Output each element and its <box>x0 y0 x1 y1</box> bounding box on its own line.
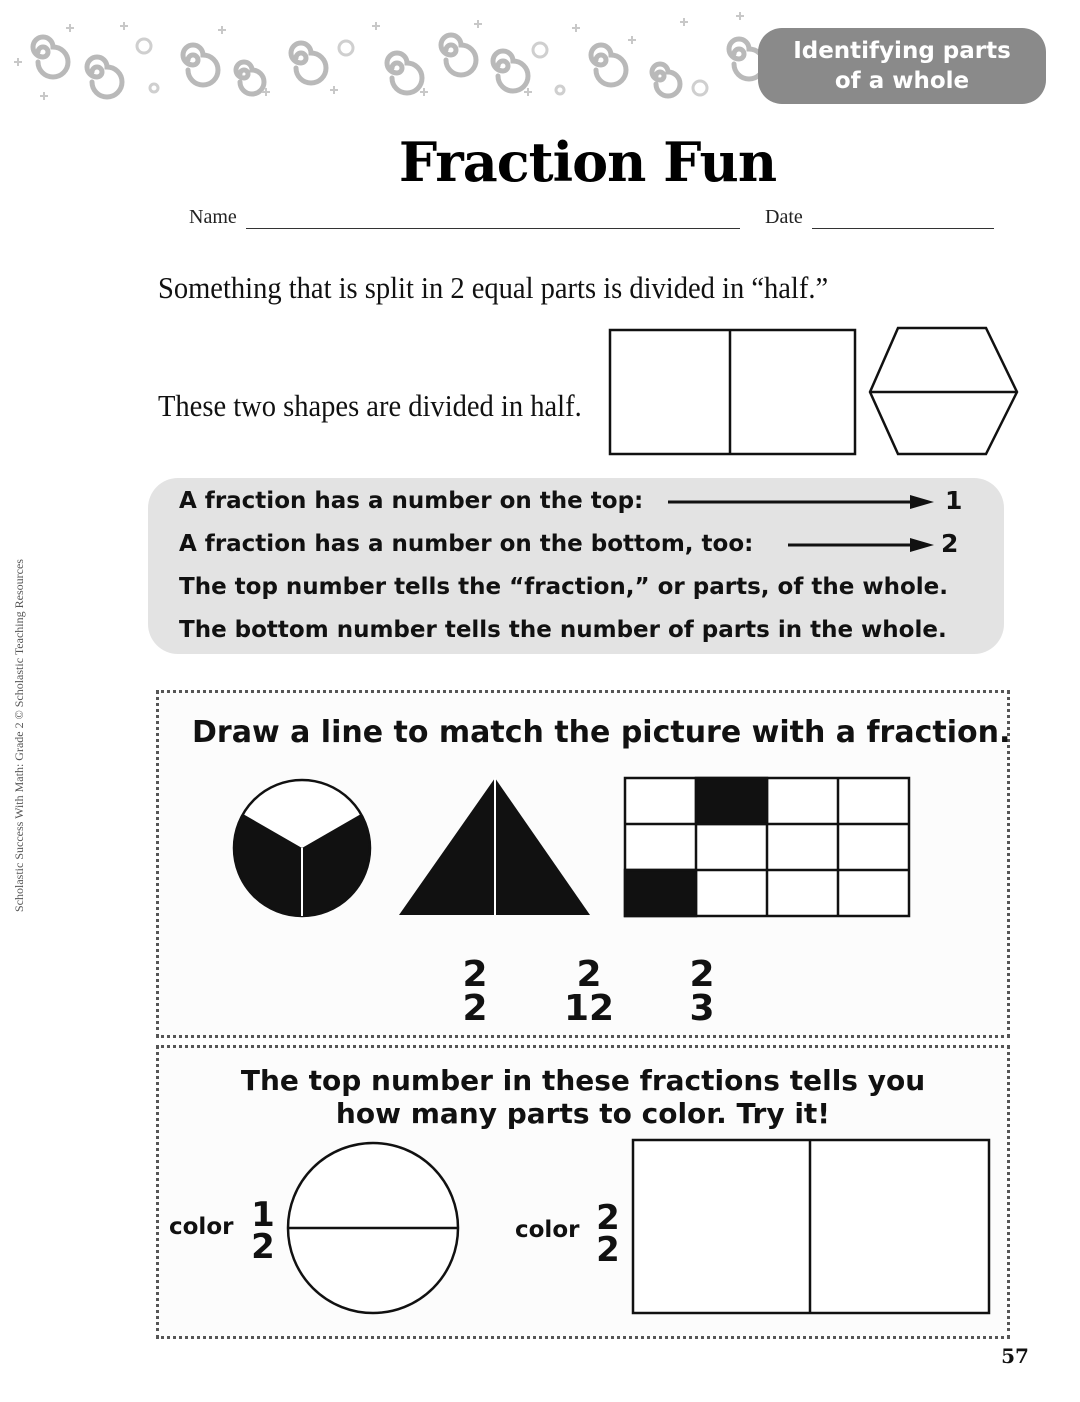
info-line-explain-bottom: The bottom number tells the number of parts in the whole. <box>179 617 947 643</box>
swirl-icon <box>493 51 528 91</box>
swirl-icon <box>236 62 264 94</box>
topic-tab <box>758 28 1046 104</box>
halved-hexagon <box>870 328 1017 454</box>
circle-thirds-picture <box>234 780 370 916</box>
info-line-top: A fraction has a number on the top: <box>179 488 644 514</box>
denominator: 2 <box>462 988 488 1029</box>
match-pictures <box>219 771 919 921</box>
page-number: 57 <box>1001 1344 1029 1368</box>
info-bottom-number: 2 <box>941 529 959 558</box>
swirl-icon <box>183 45 218 85</box>
date-field[interactable] <box>812 228 994 229</box>
denominator: 2 <box>251 1227 275 1267</box>
name-field[interactable] <box>246 228 740 229</box>
denominator: 12 <box>563 988 615 1029</box>
page-title: Fraction Fun <box>398 130 777 194</box>
arrow-right-icon <box>788 535 936 555</box>
intro-sentence-half: Something that is split in 2 equal parts is divided in “half.” <box>158 270 829 305</box>
swirl-icon <box>291 43 326 83</box>
denominator: 2 <box>596 1230 620 1270</box>
color-fraction-1 <box>243 1195 283 1267</box>
topic-tab-line1: Identifying parts <box>793 38 1011 64</box>
match-heading: Draw a line to match the picture with a fraction. <box>192 715 1011 750</box>
name-label: Name <box>189 206 237 228</box>
topic-tab-line2: of a whole <box>834 68 970 94</box>
rectangle-halves-to-color[interactable] <box>631 1138 993 1316</box>
color-section <box>156 1045 1010 1339</box>
side-credit: Scholastic Success With Math: Grade 2 © Scholastic Teaching Resources <box>12 559 26 912</box>
date-label: Date <box>765 206 803 228</box>
numerator: 2 <box>576 954 602 995</box>
match-fraction-1[interactable] <box>445 954 505 1029</box>
denominator: 3 <box>689 988 715 1029</box>
triangle-halves-picture <box>399 778 590 915</box>
match-fraction-3[interactable] <box>672 954 732 1029</box>
numerator: 2 <box>596 1198 620 1238</box>
color-label-1: color <box>169 1214 234 1240</box>
fraction-info-box <box>148 478 1004 654</box>
numerator: 2 <box>462 954 488 995</box>
circle-halves-to-color[interactable] <box>285 1140 461 1316</box>
color-label-2: color <box>515 1217 580 1243</box>
color-heading-line2: how many parts to color. Try it! <box>335 1097 831 1130</box>
match-section <box>156 690 1010 1038</box>
halved-rectangle <box>610 330 855 454</box>
grid-twelfths-picture <box>625 778 909 916</box>
swirl-icon <box>33 37 68 77</box>
swirl-icon <box>441 35 476 75</box>
swirl-icon <box>591 45 626 85</box>
numerator: 2 <box>689 954 715 995</box>
info-line-explain-top: The top number tells the “fraction,” or parts, of the whole. <box>179 574 948 600</box>
intro-sentence-shapes: These two shapes are divided in half. <box>158 388 582 423</box>
numerator: 1 <box>251 1195 275 1235</box>
arrow-right-icon <box>668 492 936 512</box>
swirl-icon <box>652 64 680 96</box>
swirl-icon <box>87 57 122 97</box>
info-line-bottom: A fraction has a number on the bottom, too: <box>179 531 754 557</box>
color-heading-line1: The top number in these fractions tells you <box>240 1064 926 1097</box>
color-fraction-2 <box>588 1198 628 1270</box>
half-shapes-example <box>600 320 1030 465</box>
match-fraction-2[interactable] <box>559 954 619 1029</box>
info-top-number: 1 <box>945 486 963 515</box>
color-heading <box>159 1064 1007 1130</box>
swirl-icon <box>387 53 422 93</box>
